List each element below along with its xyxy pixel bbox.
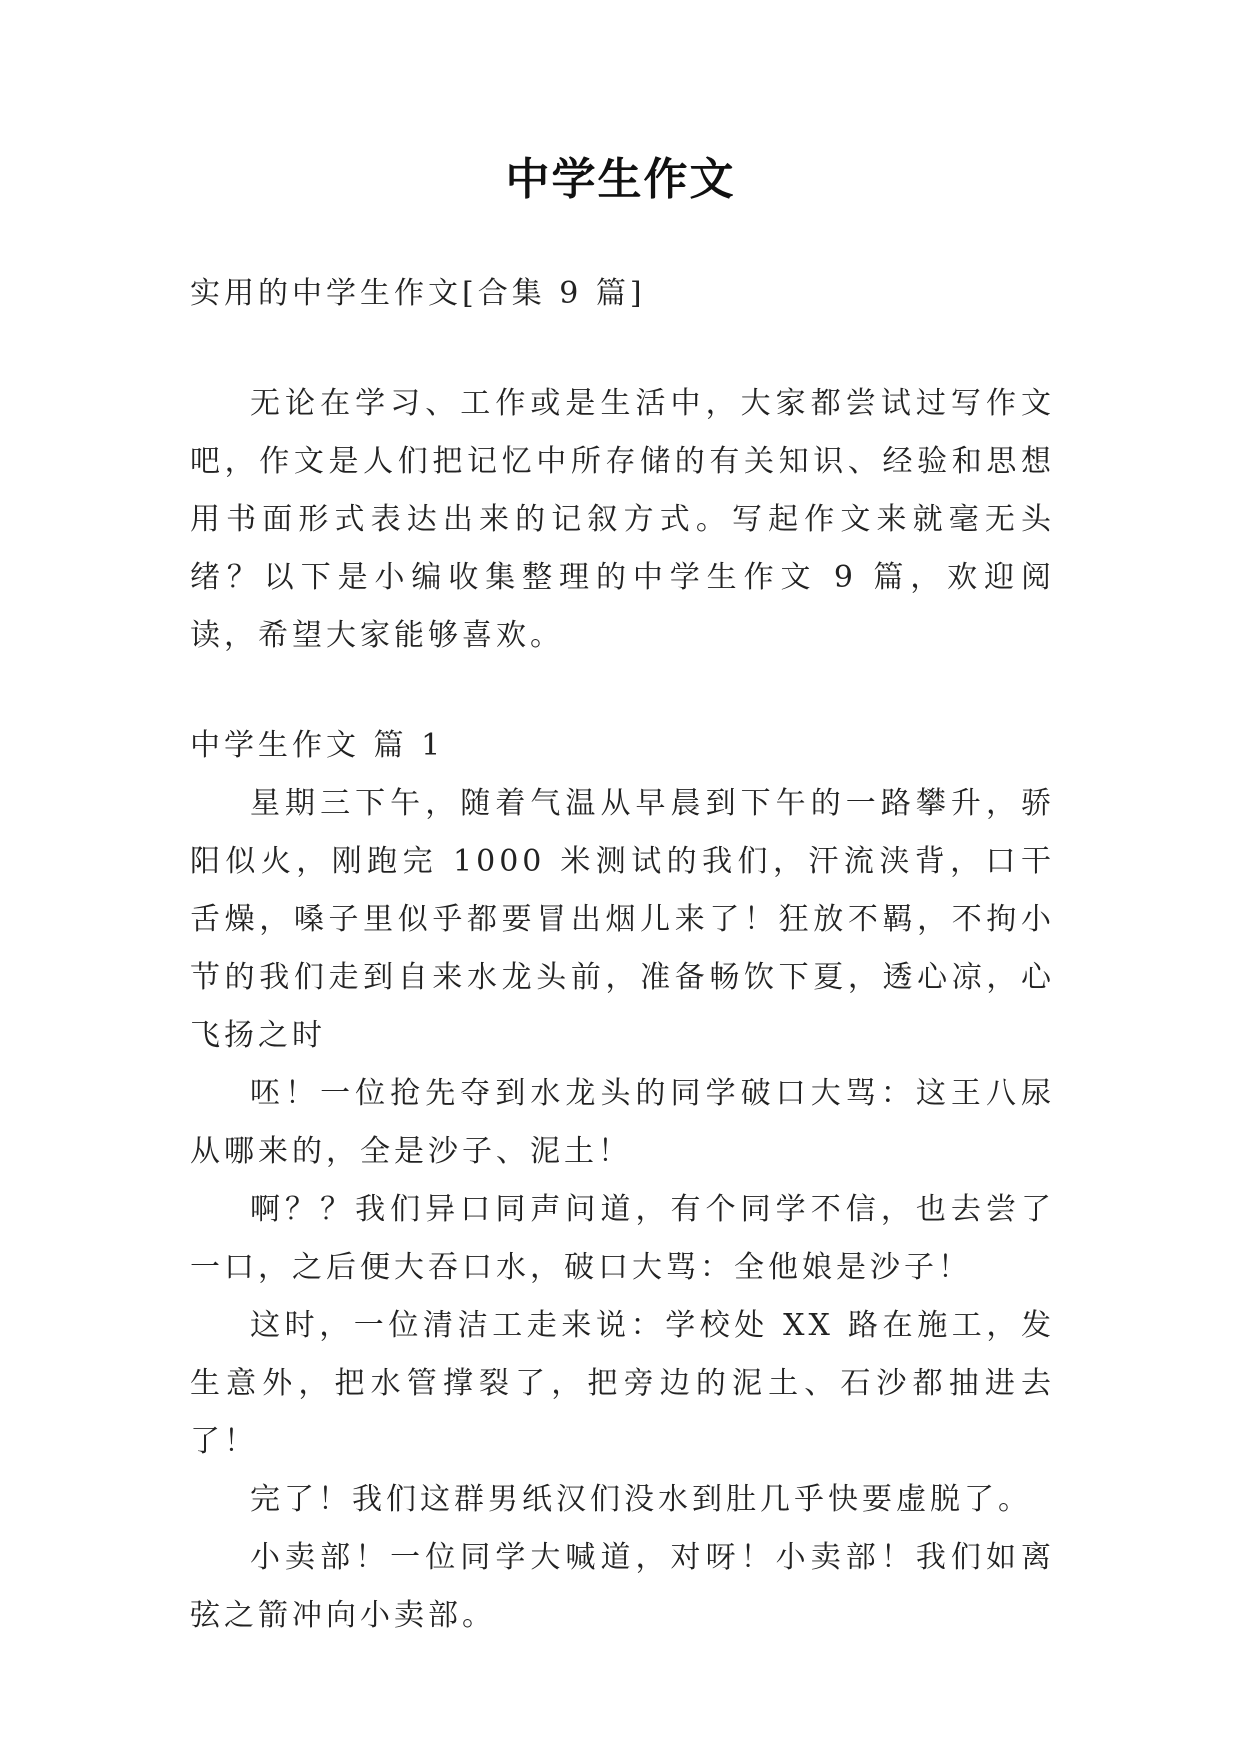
document-title: 中学生作文 [505, 154, 736, 205]
body-paragraph: 这时，一位清洁工走来说：学校处 XX 路在施工，发生意外，把水管撑裂了，把旁边的泥土、石沙都抽进去了！ [190, 1308, 1055, 1459]
body-paragraph: 呸！一位抢先夺到水龙头的同学破口大骂：这王八尿从哪来的，全是沙子、泥土！ [190, 1076, 1055, 1169]
body-paragraph: 啊？？我们异口同声问道，有个同学不信，也去尝了一口，之后便大吞口水，破口大骂：全他娘是沙子！ [190, 1192, 1055, 1285]
section-heading: 中学生作文 篇 1 [190, 728, 445, 763]
document-subtitle: 实用的中学生作文[合集 9 篇] [190, 276, 646, 311]
body-paragraph: 星期三下午，随着气温从早晨到下午的一路攀升，骄阳似火，刚跑完 1000 米测试的我们，汗流浃背，口干舌燥，嗓子里似乎都要冒出烟儿来了！狂放不羁，不拘小节的我们走到自来水龙头前，准备畅饮下夏，透心凉，心飞扬之时 [190, 786, 1055, 1053]
body-paragraph: 小卖部！一位同学大喊道，对呀！小卖部！我们如离弦之箭冲向小卖部。 [190, 1540, 1055, 1633]
intro-paragraph: 无论在学习、工作或是生活中，大家都尝试过写作文吧，作文是人们把记忆中所存储的有关知识、经验和思想用书面形式表达出来的记叙方式。写起作文来就毫无头绪？以下是小编收集整理的中学生作文 9 篇，欢迎阅读，希望大家能够喜欢。 [190, 386, 1055, 653]
body-paragraph: 完了！我们这群男纸汉们没水到肚几乎快要虚脱了。 [250, 1482, 1032, 1517]
document-body [190, 265, 1055, 1645]
